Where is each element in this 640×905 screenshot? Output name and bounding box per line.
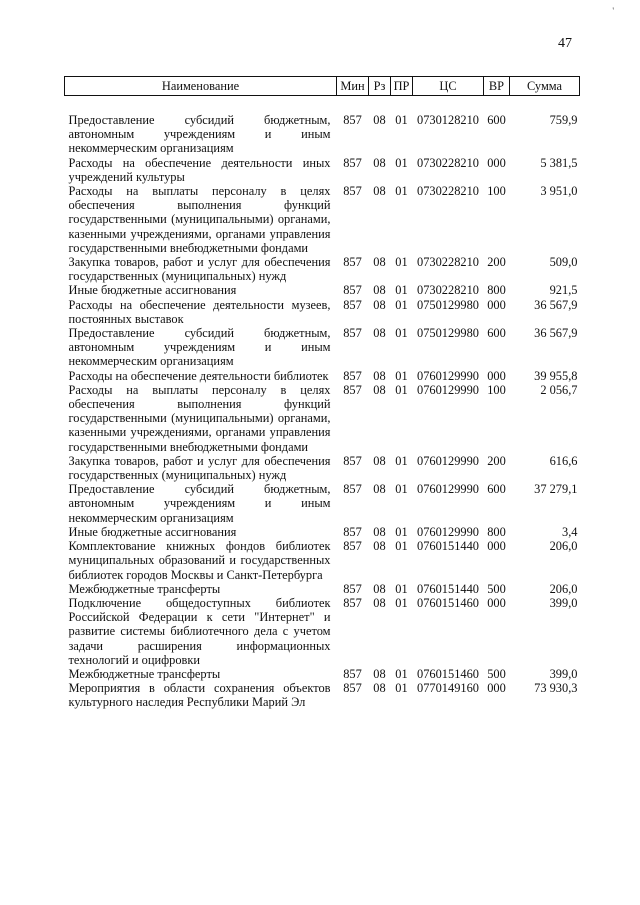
header-pr: ПР [391,77,413,96]
budget-table [64,76,580,710]
table-row [65,369,580,383]
cell-name: Комплектование книжных фондов библиотек муниципальных образований и государственных библиотек городов Москвы и Санкт-Петербурга [68,539,331,582]
cell-rz: 08 [373,482,386,497]
cell-rz: 08 [373,681,386,696]
cell-cs: 0730228210 [417,283,479,298]
table-row [65,283,580,297]
page-number: 47 [558,36,572,51]
cell-vr: 800 [487,524,506,539]
cell-name: Предоставление субсидий бюджетным, автономным учреждениям и иным некоммерческим организациям [68,326,331,369]
cell-vr: 000 [487,681,506,696]
cell-vr: 100 [487,382,506,397]
cell-name: Иные бюджетные ассигнования [68,524,237,539]
table-body [65,96,580,710]
spacer-row [65,96,580,114]
cell-name: Предоставление субсидий бюджетным, автономным учреждениям и иным некоммерческим организациям [68,482,331,525]
header-min: Мин [337,77,369,96]
table-row [65,667,580,681]
table-row [65,482,580,525]
table-row [65,184,580,255]
cell-name: Закупка товаров, работ и услуг для обеспечения государственных (муниципальных) нужд [68,453,331,483]
cell-name: Расходы на обеспечение деятельности музеев, постоянных выставок [68,297,331,326]
table-row [65,681,580,709]
header-cs: ЦС [413,77,484,96]
cell-cs: 0760129990 [417,382,479,397]
cell-name: Предоставление субсидий бюджетным, автономным учреждениям и иным некоммерческим организациям [68,113,331,156]
cell-min: 857 [343,681,362,696]
table-row [65,539,580,582]
cell-min: 857 [343,297,362,312]
cell-rz: 08 [373,184,386,199]
cell-pr: 01 [395,681,408,696]
table-row [65,326,580,369]
cell-name: Мероприятия в области сохранения объектов культурного наследия Республики Марий Эл [68,681,331,710]
cell-cs: 0760129990 [417,368,479,383]
cell-cs: 0750129980 [417,326,479,341]
cell-sum: 3 951,0 [540,184,578,199]
cell-cs: 0760151440 [417,539,479,554]
cell-rz: 08 [373,666,386,681]
table-row [65,255,580,283]
table-row [65,298,580,326]
table-row [65,113,580,156]
cell-min: 857 [343,184,362,199]
cell-name: Расходы на обеспечение деятельности библиотек [68,368,329,383]
cell-sum: 399,0 [549,666,578,681]
cell-cs: 0730128210 [417,113,479,127]
cell-cs: 0760151440 [417,581,479,596]
cell-rz: 08 [373,382,386,397]
cell-vr: 000 [487,368,506,383]
cell-vr: 200 [487,453,506,468]
cell-name: Межбюджетные трансферты [68,666,221,681]
cell-pr: 01 [395,155,408,170]
cell-pr: 01 [395,255,408,270]
cell-name: Межбюджетные трансферты [68,581,221,596]
cell-min: 857 [343,581,362,596]
cell-pr: 01 [395,666,408,681]
cell-cs: 0760129990 [417,524,479,539]
cell-cs: 0760129990 [417,453,479,468]
table-row [65,596,580,667]
cell-name: Расходы на выплаты персоналу в целях обеспечения выполнения функций государственными (муниципальными) органами, казенными учреждениями, органами управления государственными внебюджетными фондами [68,184,331,255]
cell-vr: 600 [487,326,506,341]
cell-vr: 500 [487,666,506,681]
cell-sum: 36 567,9 [534,326,578,341]
cell-vr: 000 [487,297,506,312]
cell-name: Расходы на выплаты персоналу в целях обеспечения выполнения функций государственными (муниципальными) органами, казенными учреждениями, органами управления государственными внебюджетными фондами [68,382,331,454]
cell-rz: 08 [373,297,386,312]
cell-rz: 08 [373,113,386,127]
cell-vr: 800 [487,283,506,298]
cell-cs: 0730228210 [417,155,479,170]
header-name: Наименование [65,77,337,96]
table-row [65,454,580,482]
table-row [65,525,580,539]
cell-vr: 000 [487,539,506,554]
cell-sum: 36 567,9 [534,297,578,312]
cell-min: 857 [343,539,362,554]
cell-min: 857 [343,113,362,127]
cell-vr: 000 [487,595,506,610]
cell-min: 857 [343,595,362,610]
cell-pr: 01 [395,382,408,397]
header-rz: Рз [369,77,391,96]
cell-min: 857 [343,453,362,468]
cell-sum: 73 930,3 [534,681,578,696]
cell-sum: 616,6 [549,453,578,468]
cell-pr: 01 [395,539,408,554]
cell-rz: 08 [373,581,386,596]
header-sum: Сумма [510,77,580,96]
cell-sum: 399,0 [549,595,578,610]
cell-pr: 01 [395,297,408,312]
cell-min: 857 [343,666,362,681]
cell-sum: 206,0 [549,581,578,596]
cell-pr: 01 [395,524,408,539]
cell-pr: 01 [395,368,408,383]
cell-name: Расходы на обеспечение деятельности иных учреждений культуры [68,155,331,184]
cell-sum: 37 279,1 [534,482,578,497]
cell-name: Иные бюджетные ассигнования [68,283,237,298]
table-row [65,156,580,184]
cell-cs: 0770149160 [417,681,479,696]
cell-sum: 39 955,8 [534,368,578,383]
cell-pr: 01 [395,283,408,298]
cell-sum: 759,9 [549,113,578,127]
cell-min: 857 [343,524,362,539]
cell-rz: 08 [373,453,386,468]
cell-sum: 2 056,7 [540,382,578,397]
header-vr: ВР [484,77,510,96]
cell-pr: 01 [395,184,408,199]
cell-rz: 08 [373,524,386,539]
table-row [65,582,580,596]
cell-cs: 0760129990 [417,482,479,497]
cell-name: Подключение общедоступных библиотек Российской Федерации к сети "Интернет" и развитие системы библиотечного дела с учетом задачи расширения информационных технологий и оцифровки [68,595,331,667]
cell-rz: 08 [373,283,386,298]
cell-rz: 08 [373,368,386,383]
cell-min: 857 [343,368,362,383]
cell-rz: 08 [373,155,386,170]
cell-vr: 200 [487,255,506,270]
cell-min: 857 [343,283,362,298]
cell-pr: 01 [395,482,408,497]
cell-sum: 921,5 [549,283,578,298]
cell-sum: 206,0 [549,539,578,554]
cell-vr: 100 [487,184,506,199]
cell-rz: 08 [373,326,386,341]
table-row [65,383,580,454]
cell-vr: 600 [487,482,506,497]
cell-cs: 0760151460 [417,666,479,681]
cell-cs: 0730228210 [417,184,479,199]
cell-rz: 08 [373,255,386,270]
cell-min: 857 [343,255,362,270]
cell-rz: 08 [373,595,386,610]
cell-pr: 01 [395,326,408,341]
corner-mark: ' [612,6,614,16]
cell-cs: 0730228210 [417,255,479,270]
cell-min: 857 [343,326,362,341]
cell-cs: 0760151460 [417,595,479,610]
cell-vr: 600 [487,113,506,127]
header-row [65,77,580,96]
cell-vr: 000 [487,155,506,170]
cell-min: 857 [343,482,362,497]
cell-rz: 08 [373,539,386,554]
cell-min: 857 [343,155,362,170]
cell-sum: 509,0 [549,255,578,270]
cell-sum: 5 381,5 [540,155,578,170]
cell-cs: 0750129980 [417,297,479,312]
cell-min: 857 [343,382,362,397]
cell-name: Закупка товаров, работ и услуг для обеспечения государственных (муниципальных) нужд [68,255,331,284]
cell-vr: 500 [487,581,506,596]
cell-pr: 01 [395,113,408,127]
cell-pr: 01 [395,581,408,596]
cell-sum: 3,4 [562,524,578,539]
cell-pr: 01 [395,453,408,468]
cell-pr: 01 [395,595,408,610]
table-header [65,77,580,96]
